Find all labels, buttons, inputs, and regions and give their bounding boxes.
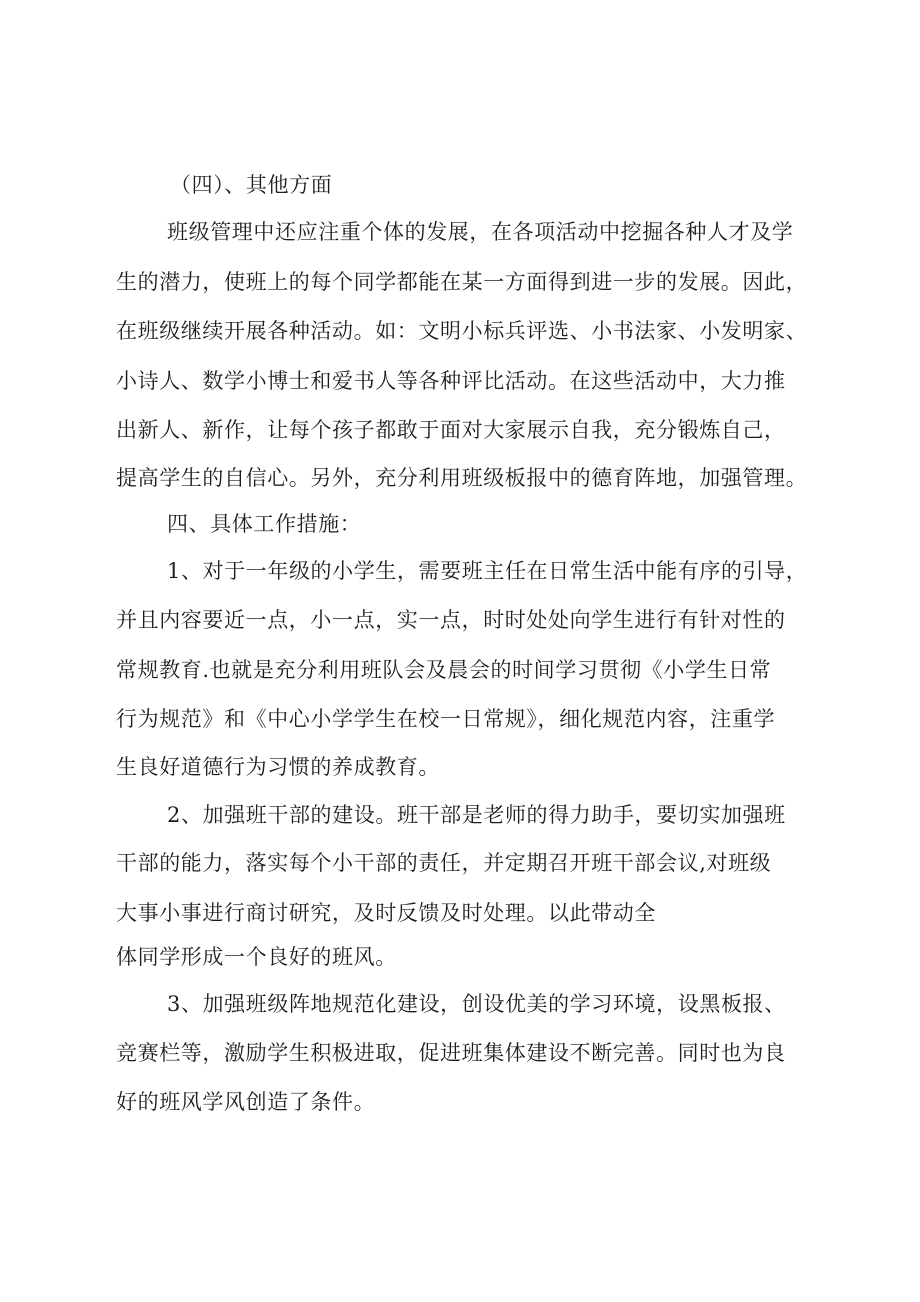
paragraph-line: 常规教育.也就是充分利用班队会及晨会的时间学习贯彻《小学生日常 <box>116 658 772 682</box>
paragraph-line: 小诗人、数学小博士和爱书人等各种评比活动。在这些活动中，大力推 <box>116 369 786 393</box>
paragraph-line: 生的潜力，使班上的每个同学都能在某一方面得到进一步的发展。因此， <box>116 270 808 294</box>
section-heading: （四）、其他方面 <box>170 173 333 197</box>
paragraph-line: 好的班风学风创造了条件。 <box>116 1090 376 1114</box>
paragraph-line: 1、对于一年级的小学生，需要班主任在日常生活中能有序的引导， <box>167 559 808 583</box>
paragraph-line: 3、加强班级阵地规范化建设，创设优美的学习环境，设黑板报、 <box>167 992 786 1016</box>
paragraph-line: 班级管理中还应注重个体的发展，在各项活动中挖掘各种人才及学 <box>167 220 794 244</box>
paragraph-line: 大事小事进行商讨研究，及时反馈及时处理。以此带动全 <box>116 901 656 925</box>
paragraph-line: 2、加强班干部的建设。班干部是老师的得力助手，要切实加强班 <box>167 803 786 827</box>
paragraph-line: 竞赛栏等，激励学生积极进取，促进班集体建设不断完善。同时也为良 <box>116 1041 786 1065</box>
paragraph-line: 行为规范》和《中心小学学生在校一日常规》，细化规范内容，注重学 <box>116 707 776 731</box>
paragraph-line: 提高学生的自信心。另外，充分利用班级板报中的德育阵地，加强管理。 <box>116 466 808 490</box>
paragraph-line: 生良好道德行为习惯的养成教育。 <box>116 755 440 779</box>
paragraph-line: 出新人、新作，让每个孩子都敢于面对大家展示自我，充分锻炼自己， <box>116 418 786 442</box>
paragraph-line: 在班级继续开展各种活动。如：文明小标兵评选、小书法家、小发明家、 <box>116 319 808 343</box>
section-heading: 四、具体工作措施： <box>167 512 362 536</box>
paragraph-line: 并且内容要近一点，小一点，实一点，时时处处向学生进行有针对性的 <box>116 608 786 632</box>
paragraph-line: 干部的能力，落实每个小干部的责任，并定期召开班干部会议,对班级 <box>116 851 772 875</box>
paragraph-line: 体同学形成一个良好的班风。 <box>116 945 397 969</box>
